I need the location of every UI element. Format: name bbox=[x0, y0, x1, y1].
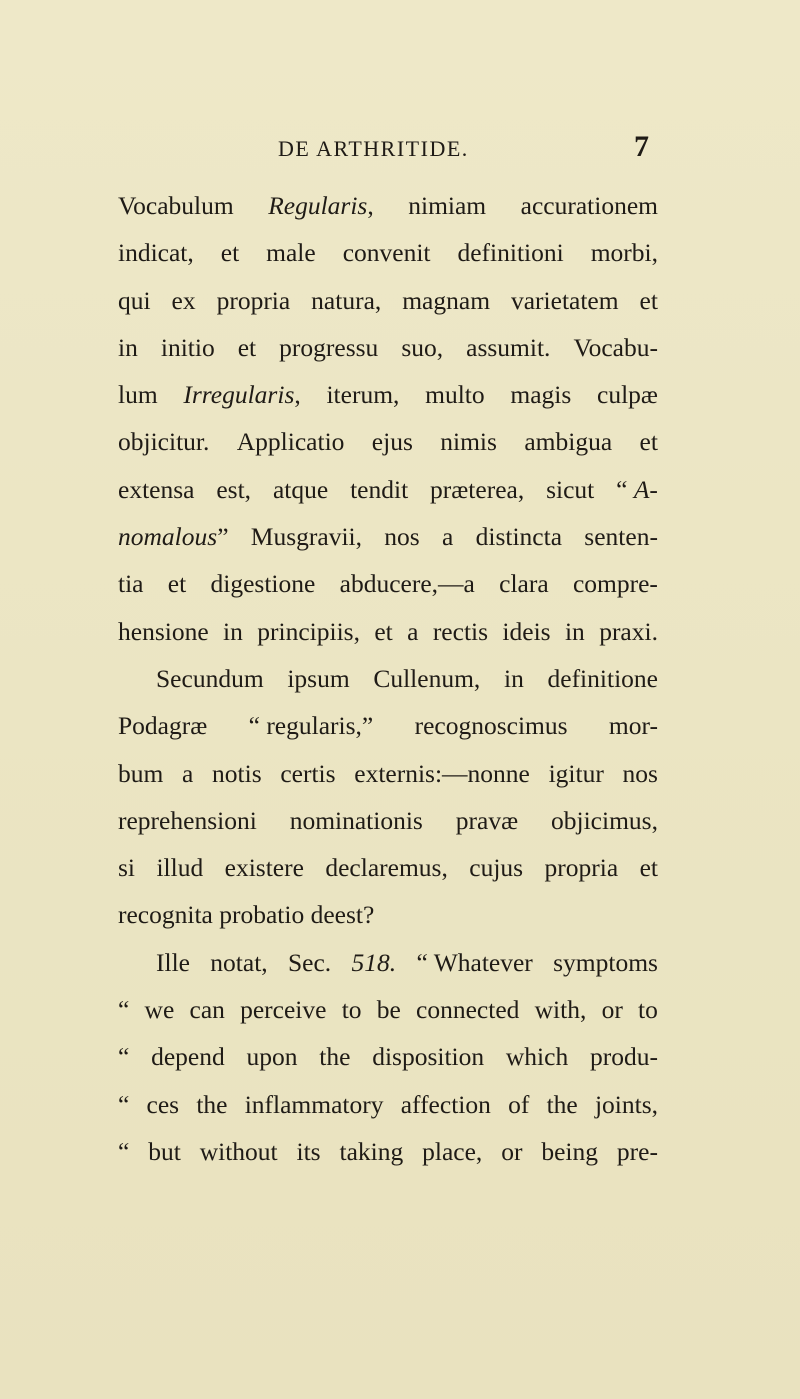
word: objicimus, bbox=[551, 805, 658, 835]
italic-word: nomalous bbox=[118, 522, 218, 552]
word: “ A- bbox=[616, 474, 658, 504]
word: accurationem bbox=[520, 191, 658, 220]
text-line bbox=[118, 844, 658, 891]
text-line bbox=[118, 655, 658, 702]
word: culpæ bbox=[597, 380, 658, 410]
word: in bbox=[564, 616, 585, 646]
word: convenit bbox=[342, 238, 431, 268]
word: ex bbox=[171, 285, 196, 315]
word: ces bbox=[146, 1089, 180, 1119]
word: connected bbox=[416, 995, 520, 1025]
text-line bbox=[118, 466, 658, 513]
word: or bbox=[601, 995, 623, 1025]
word: inflammatory bbox=[244, 1089, 384, 1119]
word: assumit. bbox=[466, 332, 551, 362]
word: to bbox=[341, 995, 362, 1025]
word: si bbox=[118, 853, 136, 883]
word: in bbox=[118, 332, 138, 362]
word: tendit bbox=[350, 474, 409, 504]
text-line bbox=[118, 750, 658, 797]
text-line bbox=[118, 608, 658, 655]
word: hensione bbox=[118, 616, 209, 646]
running-head bbox=[0, 132, 800, 164]
text-line bbox=[118, 418, 658, 465]
word: varietatem bbox=[510, 285, 619, 315]
word: declaremus, bbox=[325, 853, 448, 883]
italic-word: A- bbox=[633, 474, 658, 504]
word: Vocabu- bbox=[573, 332, 658, 362]
quote-mark: “ bbox=[118, 995, 130, 1025]
word: rectis bbox=[432, 616, 489, 646]
word: be bbox=[376, 995, 401, 1025]
word: reprehensioni bbox=[118, 805, 257, 835]
word: Irregularis, bbox=[183, 380, 301, 410]
word: morbi, bbox=[590, 238, 658, 268]
text-line bbox=[118, 1128, 658, 1175]
word: ambigua bbox=[524, 427, 613, 457]
word: nimis bbox=[440, 427, 497, 457]
text-line bbox=[118, 891, 658, 938]
word: natura, bbox=[311, 285, 382, 315]
word: which bbox=[505, 1042, 569, 1072]
word: et bbox=[639, 427, 658, 457]
word: nos bbox=[622, 758, 658, 788]
word: deest? bbox=[310, 900, 375, 930]
text-line bbox=[118, 560, 658, 607]
word: a bbox=[442, 522, 454, 552]
word: iterum, bbox=[326, 380, 400, 410]
word: existere bbox=[224, 853, 304, 883]
word: tia bbox=[118, 569, 144, 599]
word: objicitur. bbox=[118, 427, 210, 457]
text-line bbox=[118, 229, 658, 276]
word: clara bbox=[499, 569, 549, 599]
word: Regularis, bbox=[268, 191, 374, 220]
word: definitioni bbox=[457, 238, 564, 268]
word: with, bbox=[534, 995, 587, 1025]
word: magis bbox=[510, 380, 572, 410]
word: qui bbox=[118, 285, 151, 315]
word: Ille bbox=[156, 947, 190, 977]
word: praxi. bbox=[599, 616, 658, 646]
running-title: DE ARTHRITIDE. bbox=[278, 136, 469, 161]
word: recognita bbox=[118, 900, 213, 930]
word: taking bbox=[339, 1136, 404, 1166]
text-line bbox=[118, 939, 658, 986]
word: the bbox=[196, 1089, 228, 1119]
body-text bbox=[118, 182, 658, 1175]
word: igitur bbox=[548, 758, 604, 788]
page-number: 7 bbox=[634, 130, 649, 163]
italic-word: Irregularis bbox=[183, 380, 295, 410]
word: nominationis bbox=[289, 805, 423, 835]
word: place, bbox=[422, 1136, 483, 1166]
text-line bbox=[118, 182, 658, 229]
word: a bbox=[182, 758, 194, 788]
word: lum bbox=[118, 380, 158, 410]
word: recognoscimus bbox=[414, 711, 568, 741]
word: et bbox=[220, 238, 240, 268]
word: certis bbox=[280, 758, 336, 788]
word: cujus bbox=[469, 853, 524, 883]
word: Musgravii, bbox=[250, 522, 362, 552]
word: “ regularis,” bbox=[248, 711, 374, 741]
word: “ Whatever bbox=[416, 947, 533, 977]
text-line bbox=[118, 702, 658, 749]
word: nimiam bbox=[408, 191, 487, 220]
text-line bbox=[118, 986, 658, 1033]
word: joints, bbox=[594, 1089, 658, 1119]
text-line bbox=[118, 1033, 658, 1080]
text-line bbox=[118, 371, 658, 418]
word: suo, bbox=[401, 332, 444, 362]
word: sicut bbox=[546, 474, 595, 504]
word: depend bbox=[151, 1042, 225, 1072]
word: ipsum bbox=[287, 663, 350, 693]
word: without bbox=[199, 1136, 278, 1166]
word: et bbox=[167, 569, 187, 599]
word: extensa bbox=[118, 474, 195, 504]
word: ejus bbox=[371, 427, 413, 457]
word: male bbox=[266, 238, 316, 268]
word: notis bbox=[212, 758, 262, 788]
word: Vocabulum bbox=[118, 191, 234, 220]
word: the bbox=[546, 1089, 578, 1119]
word: et bbox=[639, 853, 658, 883]
word: progressu bbox=[279, 332, 379, 362]
word: et bbox=[237, 332, 257, 362]
word: ideis bbox=[502, 616, 551, 646]
word: probatio bbox=[219, 900, 305, 930]
text-line bbox=[118, 797, 658, 844]
word: symptoms bbox=[553, 947, 658, 977]
word: principiis, bbox=[257, 616, 360, 646]
word: illud bbox=[156, 853, 204, 883]
text-line bbox=[118, 277, 658, 324]
word: notat, bbox=[210, 947, 268, 977]
word: est, bbox=[216, 474, 252, 504]
word: perceive bbox=[240, 995, 327, 1025]
word: Secundum bbox=[156, 663, 264, 693]
word: compre- bbox=[572, 569, 658, 599]
word: to bbox=[638, 995, 658, 1025]
word: Sec. bbox=[287, 947, 332, 977]
word: nomalous” bbox=[118, 522, 229, 552]
word: can bbox=[189, 995, 225, 1025]
word: Podagræ bbox=[118, 711, 208, 741]
word: but bbox=[148, 1136, 181, 1166]
word: initio bbox=[160, 332, 215, 362]
word: upon bbox=[246, 1042, 298, 1072]
word: senten- bbox=[584, 522, 658, 552]
word: mor- bbox=[608, 711, 658, 741]
quote-mark: “ bbox=[118, 1042, 130, 1072]
quote-mark: “ bbox=[118, 1136, 130, 1166]
word: being bbox=[541, 1136, 598, 1166]
word: bum bbox=[118, 758, 164, 788]
word: propria bbox=[216, 285, 291, 315]
text-line bbox=[118, 324, 658, 371]
word: Applicatio bbox=[236, 427, 345, 457]
word: externis:—nonne bbox=[354, 758, 530, 788]
word: Cullenum, bbox=[373, 663, 481, 693]
word: a bbox=[407, 616, 419, 646]
word: propria bbox=[544, 853, 619, 883]
word: of bbox=[508, 1089, 530, 1119]
word: 518. bbox=[351, 947, 397, 977]
word: et bbox=[639, 285, 658, 315]
word: atque bbox=[272, 474, 329, 504]
word: nos bbox=[384, 522, 420, 552]
word: præterea, bbox=[430, 474, 525, 504]
word: digestione bbox=[210, 569, 316, 599]
text-line bbox=[118, 513, 658, 560]
word: produ- bbox=[589, 1042, 658, 1072]
word: we bbox=[144, 995, 175, 1025]
word: affection bbox=[400, 1089, 491, 1119]
quote-mark: “ bbox=[118, 1089, 130, 1119]
word: pre- bbox=[616, 1136, 658, 1166]
word: or bbox=[501, 1136, 523, 1166]
word: disposition bbox=[372, 1042, 485, 1072]
word: in bbox=[223, 616, 243, 646]
word: magnam bbox=[402, 285, 491, 315]
italic-word: Regularis bbox=[268, 191, 368, 220]
word: definitione bbox=[547, 663, 658, 693]
word: its bbox=[296, 1136, 321, 1166]
word: indicat, bbox=[118, 238, 194, 268]
word: distincta bbox=[475, 522, 563, 552]
text-line bbox=[118, 1081, 658, 1128]
word: in bbox=[503, 663, 524, 693]
word: abducere,—a bbox=[339, 569, 475, 599]
word: et bbox=[374, 616, 393, 646]
word: multo bbox=[425, 380, 485, 410]
word: pravæ bbox=[455, 805, 519, 835]
word: the bbox=[319, 1042, 351, 1072]
